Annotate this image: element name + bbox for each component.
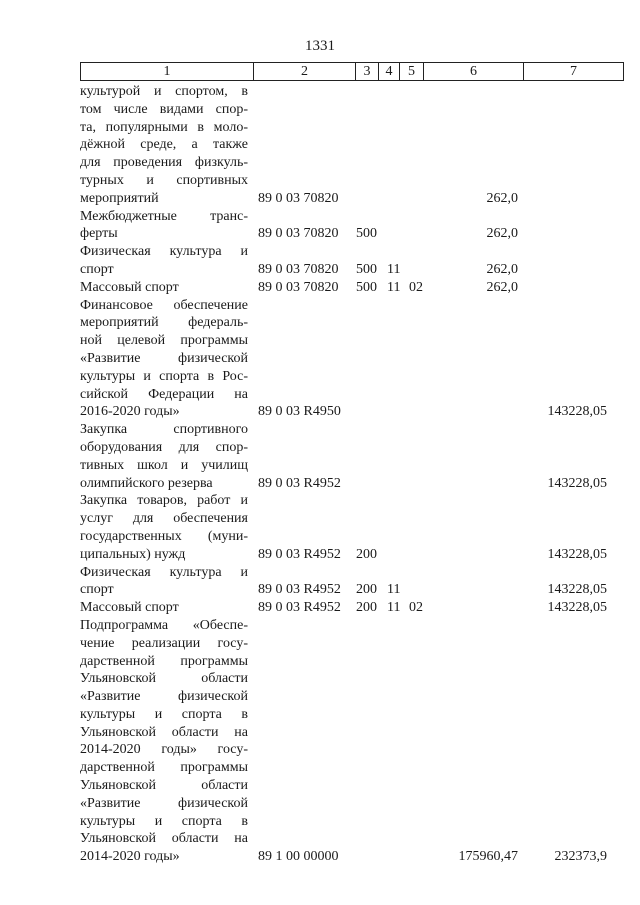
description-line: Подпрограмма «Обеспе- — [80, 617, 248, 633]
column-header-1: 1 — [81, 63, 254, 81]
column-header-row — [81, 63, 624, 81]
row-description — [80, 83, 248, 208]
description-line: сийской Федерации на — [80, 386, 248, 402]
target-article-code: 89 0 03 R4950 — [258, 404, 341, 420]
table-row — [0, 599, 640, 617]
row-description — [80, 279, 248, 297]
subsection-code: 02 — [409, 600, 423, 616]
description-line: дёжной среде, а также — [80, 137, 248, 153]
amount-column-7: 143228,05 — [547, 475, 607, 491]
amount-column-6: 262,0 — [486, 190, 518, 206]
amount-column-6: 175960,47 — [458, 849, 518, 865]
table-row — [0, 243, 640, 279]
column-header-table — [80, 62, 624, 81]
expense-type-code: 500 — [356, 279, 377, 295]
description-line: культуры и спорта в — [80, 706, 248, 722]
description-line: культурой и спортом, в — [80, 84, 248, 99]
table-row — [0, 279, 640, 297]
description-line: «Развитие физической — [80, 689, 248, 705]
description-line: турных и спортивных — [80, 172, 248, 188]
description-line: государственных (муни- — [80, 528, 248, 544]
row-description — [80, 492, 248, 563]
row-description — [80, 599, 248, 617]
target-article-code: 89 0 03 70820 — [258, 226, 339, 242]
row-description — [80, 208, 248, 244]
column-header-3: 3 — [356, 63, 379, 81]
section-code: 11 — [387, 261, 401, 277]
description-line: Межбюджетные транс- — [80, 208, 248, 224]
description-line: мероприятий — [80, 190, 159, 206]
description-line: Физическая культура и — [80, 564, 248, 580]
description-line: том числе видами спор- — [80, 101, 248, 117]
section-code: 11 — [387, 582, 401, 598]
description-line: тивных школ и училищ — [80, 457, 248, 473]
description-line: Массовый спорт — [80, 279, 179, 295]
expense-type-code: 200 — [356, 600, 377, 616]
expense-type-code: 500 — [356, 226, 377, 242]
page-number: 1331 — [305, 38, 335, 54]
row-description — [80, 297, 248, 422]
description-line: мероприятий федераль- — [80, 315, 248, 331]
description-line: Закупка спортивного — [80, 422, 248, 438]
description-line: «Развитие физической — [80, 795, 248, 811]
description-line: услуг для обеспечения — [80, 511, 248, 527]
description-line: Закупка товаров, работ и — [80, 493, 248, 509]
target-article-code: 89 0 03 R4952 — [258, 546, 341, 562]
description-line: «Развитие физической — [80, 350, 248, 366]
description-line: спорт — [80, 261, 114, 277]
target-article-code: 89 0 03 70820 — [258, 279, 339, 295]
table-row — [0, 492, 640, 563]
row-description — [80, 617, 248, 866]
expense-type-code: 500 — [356, 261, 377, 277]
target-article-code: 89 0 03 70820 — [258, 190, 339, 206]
target-article-code: 89 0 03 R4952 — [258, 475, 341, 491]
description-line: спорт — [80, 582, 114, 598]
amount-column-6: 262,0 — [486, 279, 518, 295]
target-article-code: 89 0 03 R4952 — [258, 600, 341, 616]
amount-column-6: 262,0 — [486, 226, 518, 242]
description-line: та, популярными в моло- — [80, 119, 248, 135]
description-line: оборудования для спор- — [80, 439, 248, 455]
description-line: ной целевой программы — [80, 333, 248, 349]
table-row — [0, 421, 640, 492]
description-line: 2014-2020 годы» госу- — [80, 742, 248, 758]
budget-table-body — [0, 83, 640, 866]
description-line: культуры и спорта в — [80, 813, 248, 829]
row-description — [80, 243, 248, 279]
description-line: дарственной программы — [80, 760, 248, 776]
description-line: ферты — [80, 226, 118, 242]
amount-column-7: 143228,05 — [547, 600, 607, 616]
column-header-5: 5 — [400, 63, 424, 81]
description-line: Физическая культура и — [80, 244, 248, 260]
column-header-6: 6 — [424, 63, 524, 81]
amount-column-7: 143228,05 — [547, 404, 607, 420]
description-line: Ульяновской области на — [80, 724, 248, 740]
amount-column-7: 143228,05 — [547, 582, 607, 598]
column-header-7: 7 — [524, 63, 624, 81]
description-line: для проведения физкуль- — [80, 155, 248, 171]
amount-column-7: 143228,05 — [547, 546, 607, 562]
row-description — [80, 421, 248, 492]
table-row — [0, 208, 640, 244]
table-row — [0, 564, 640, 600]
description-line: Ульяновской области на — [80, 831, 248, 847]
target-article-code: 89 1 00 00000 — [258, 849, 339, 865]
description-line: Ульяновской области — [80, 671, 248, 687]
amount-column-6: 262,0 — [486, 261, 518, 277]
description-line: олимпийского резерва — [80, 475, 213, 491]
section-code: 11 — [387, 600, 401, 616]
description-line: Массовый спорт — [80, 600, 179, 616]
column-header-2: 2 — [254, 63, 356, 81]
description-line: дарственной программы — [80, 653, 248, 669]
table-row — [0, 83, 640, 208]
subsection-code: 02 — [409, 279, 423, 295]
target-article-code: 89 0 03 70820 — [258, 261, 339, 277]
row-description — [80, 564, 248, 600]
table-row — [0, 297, 640, 422]
description-line: культуры и спорта в Рос- — [80, 368, 248, 384]
table-row — [0, 617, 640, 866]
expense-type-code: 200 — [356, 582, 377, 598]
description-line: ципальных) нужд — [80, 546, 186, 562]
description-line: 2014-2020 годы» — [80, 849, 180, 865]
column-header-4: 4 — [379, 63, 400, 81]
description-line: чение реализации госу- — [80, 635, 248, 651]
amount-column-7: 232373,9 — [554, 849, 607, 865]
expense-type-code: 200 — [356, 546, 377, 562]
description-line: 2016-2020 годы» — [80, 404, 180, 420]
description-line: Финансовое обеспечение — [80, 297, 248, 313]
target-article-code: 89 0 03 R4952 — [258, 582, 341, 598]
description-line: Ульяновской области — [80, 778, 248, 794]
section-code: 11 — [387, 279, 401, 295]
